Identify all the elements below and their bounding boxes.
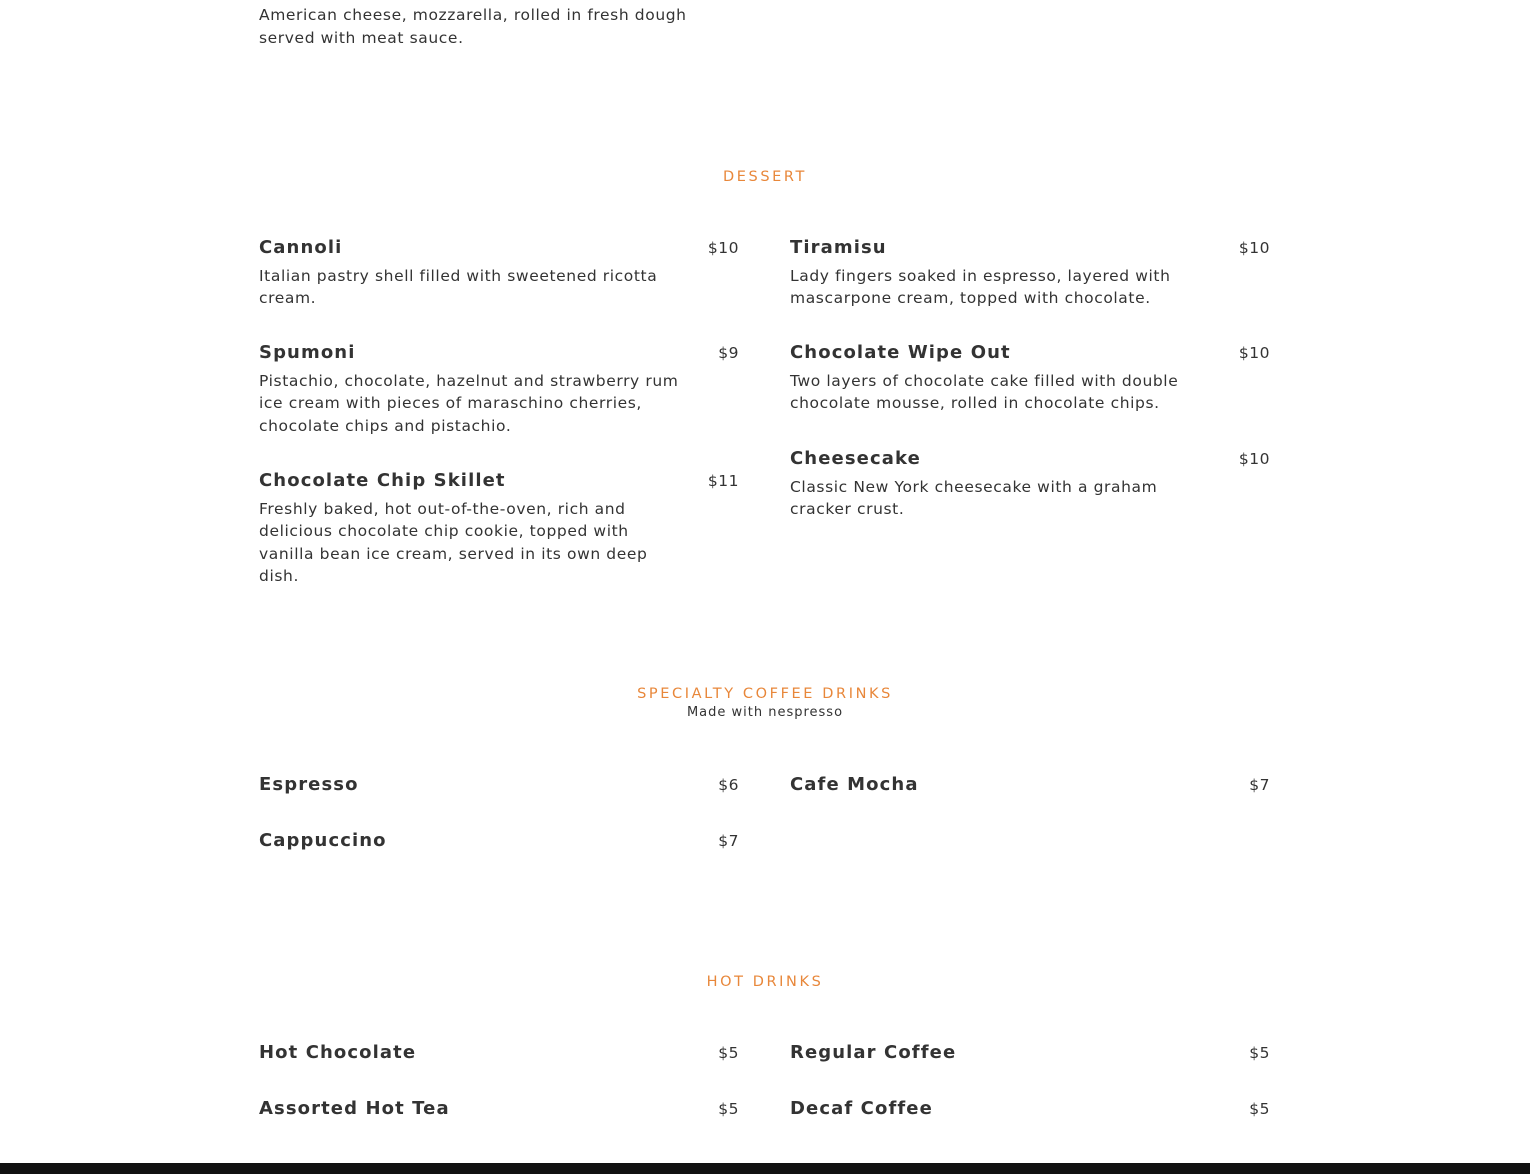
item-price: $5 xyxy=(1249,1044,1270,1062)
item-price: $10 xyxy=(707,239,739,257)
partial-description-line-2: served with meat sauce. xyxy=(259,28,464,47)
item-price: $10 xyxy=(1238,239,1270,257)
item-price: $5 xyxy=(1249,1100,1270,1118)
item-price: $10 xyxy=(1238,450,1270,468)
section-title-hot-drinks: HOT DRINKS xyxy=(706,974,824,990)
item-name: Cappuccino xyxy=(259,830,387,851)
item-name: Regular Coffee xyxy=(790,1042,957,1063)
item-name: Chocolate Wipe Out xyxy=(790,342,1011,363)
item-price: $6 xyxy=(718,776,739,794)
item-name: Spumoni xyxy=(259,342,356,363)
section-title-specialty-coffee: SPECIALTY COFFEE DRINKS xyxy=(637,686,893,702)
item-price: $9 xyxy=(718,344,739,362)
item-price: $5 xyxy=(718,1100,739,1118)
item-description: Classic New York cheesecake with a graham cracker crust. xyxy=(790,478,1158,519)
section-subtitle-specialty-coffee: Made with nespresso xyxy=(686,705,844,720)
item-name: Assorted Hot Tea xyxy=(259,1098,450,1119)
item-price: $10 xyxy=(1238,344,1270,362)
item-price: $7 xyxy=(1249,776,1270,794)
item-name: Cannoli xyxy=(259,237,343,258)
item-name: Espresso xyxy=(259,774,359,795)
item-description: Freshly baked, hot out-of-the-oven, rich and delicious chocolate chip cookie, topped with vanilla bean ice cream, served in its own deep dish. xyxy=(259,500,648,585)
item-description: Pistachio, chocolate, hazelnut and strawberry rum ice cream with pieces of maraschino cherries, chocolate chips and pistachio. xyxy=(259,372,679,435)
partial-item-description xyxy=(259,0,689,49)
section-title-dessert: DESSERT xyxy=(723,169,807,185)
item-description: Two layers of chocolate cake filled with double chocolate mousse, rolled in chocolate chips. xyxy=(790,372,1179,413)
item-description: Italian pastry shell filled with sweetened ricotta cream. xyxy=(259,267,658,308)
item-name: Chocolate Chip Skillet xyxy=(259,470,506,491)
item-price: $7 xyxy=(718,832,739,850)
item-price: $5 xyxy=(718,1044,739,1062)
item-name: Hot Chocolate xyxy=(259,1042,417,1063)
item-description: Lady fingers soaked in espresso, layered with mascarpone cream, topped with chocolate. xyxy=(790,267,1171,308)
item-name: Tiramisu xyxy=(790,237,887,258)
item-name: Cafe Mocha xyxy=(790,774,919,795)
item-name: Cheesecake xyxy=(790,448,921,469)
item-name: Decaf Coffee xyxy=(790,1098,933,1119)
partial-description-line-1: American cheese, mozzarella, rolled in fresh dough xyxy=(259,6,687,25)
item-price: $11 xyxy=(707,472,739,490)
footer-bar xyxy=(0,1163,1530,1174)
